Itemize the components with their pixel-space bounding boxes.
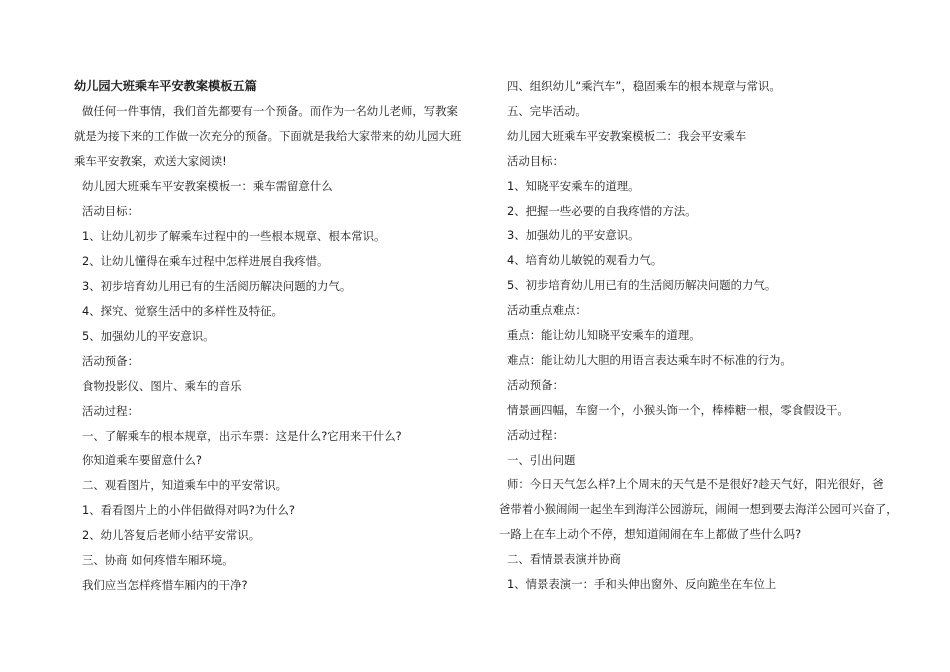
text-line: 难点：能让幼儿大胆的用语言表达乘车时不标准的行为。 [507, 353, 792, 367]
text-line: 五、完毕活动。 [507, 104, 587, 118]
text-line: 师：今日天气怎么样?上个周末的天气是不是很好?趁天气好，阳光很好，爸 [507, 477, 884, 491]
text-line: 二、看情景表演并协商 [507, 552, 621, 566]
intro-paragraph-line: 就是为接下来的工作做一次充分的预备。下面就是我给大家带来的幼儿园大班 [74, 129, 462, 143]
text-line: 2、把握一些必要的自我疼惜的方法。 [507, 204, 697, 218]
text-line: 3、加强幼儿的平安意识。 [507, 228, 640, 242]
text-line: 活动过程： [507, 428, 564, 442]
text-line: 2、让幼儿懂得在乘车过程中怎样进展自我疼惜。 [82, 254, 329, 268]
text-line: 1、情景表演一：手和头伸出窗外、反向跪坐在车位上 [507, 577, 777, 591]
text-line: 一、引出问题 [507, 453, 576, 467]
text-line: 一路上在车上动个不停，想知道闹闹在车上都做了些什么吗? [499, 527, 802, 541]
intro-paragraph-line: 做任何一件事情，我们首先都要有一个预备。而作为一名幼儿老师，写教案 [82, 104, 458, 118]
text-line: 食物投影仪、图片、乘车的音乐 [82, 379, 242, 393]
text-line: 2、幼儿答复后老师小结平安常识。 [82, 528, 261, 542]
text-line: 1、知晓平安乘车的道理。 [507, 179, 640, 193]
text-line: 重点：能让幼儿知晓平安乘车的道理。 [507, 328, 701, 342]
text-line: 一、了解乘车的根本规章，出示车票：这是什么?它用来干什么? [82, 429, 402, 443]
text-line: 活动目标： [507, 154, 564, 168]
text-line: 4、培育幼儿敏锐的观看力气。 [507, 253, 663, 267]
text-line: 4、探究、觉察生活中的多样性及特征。 [82, 304, 283, 318]
text-line: 幼儿园大班乘车平安教案模板一：乘车需留意什么 [82, 179, 333, 193]
text-line: 5、初步培育幼儿用已有的生活阅历解决问题的力气。 [507, 278, 777, 292]
document-title: 幼儿园大班乘车平安教案模板五篇 [74, 79, 257, 93]
text-line: 情景画四幅，车窗一个，小猴头饰一个，棒棒糖一根，零食假设干。 [507, 403, 849, 417]
text-line: 幼儿园大班乘车平安教案模板二：我会平安乘车 [507, 129, 747, 143]
text-line: 活动过程： [82, 404, 139, 418]
text-line: 活动重点难点： [507, 303, 587, 317]
text-line: 你知道乘车要留意什么? [82, 453, 202, 467]
text-line: 活动预备： [82, 354, 139, 368]
text-line: 二、观看图片，知道乘车中的平安常识。 [82, 478, 288, 492]
text-line: 三、协商 如何疼惜车厢环境。 [82, 553, 234, 567]
text-line: 我们应当怎样疼惜车厢内的干净? [82, 578, 248, 592]
text-line: 四、组织幼儿“乘汽车”，稳固乘车的根本规章与常识。 [507, 79, 781, 93]
text-line: 活动目标： [82, 204, 139, 218]
text-line: 1、让幼儿初步了解乘车过程中的一些根本规章、根本常识。 [82, 229, 386, 243]
text-line: 爸带着小猴闹闹一起坐车到海洋公园游玩，闹闹一想到要去海洋公园可兴奋了， [499, 502, 898, 516]
text-line: 5、加强幼儿的平安意识。 [82, 329, 215, 343]
intro-paragraph-line: 乘车平安教案，欢送大家阅读! [74, 154, 227, 168]
text-line: 1、看看图片上的小伴侣做得对吗?为什么? [82, 503, 295, 517]
text-line: 活动预备： [507, 378, 564, 392]
text-line: 3、初步培育幼儿用已有的生活阅历解决问题的力气。 [82, 279, 352, 293]
